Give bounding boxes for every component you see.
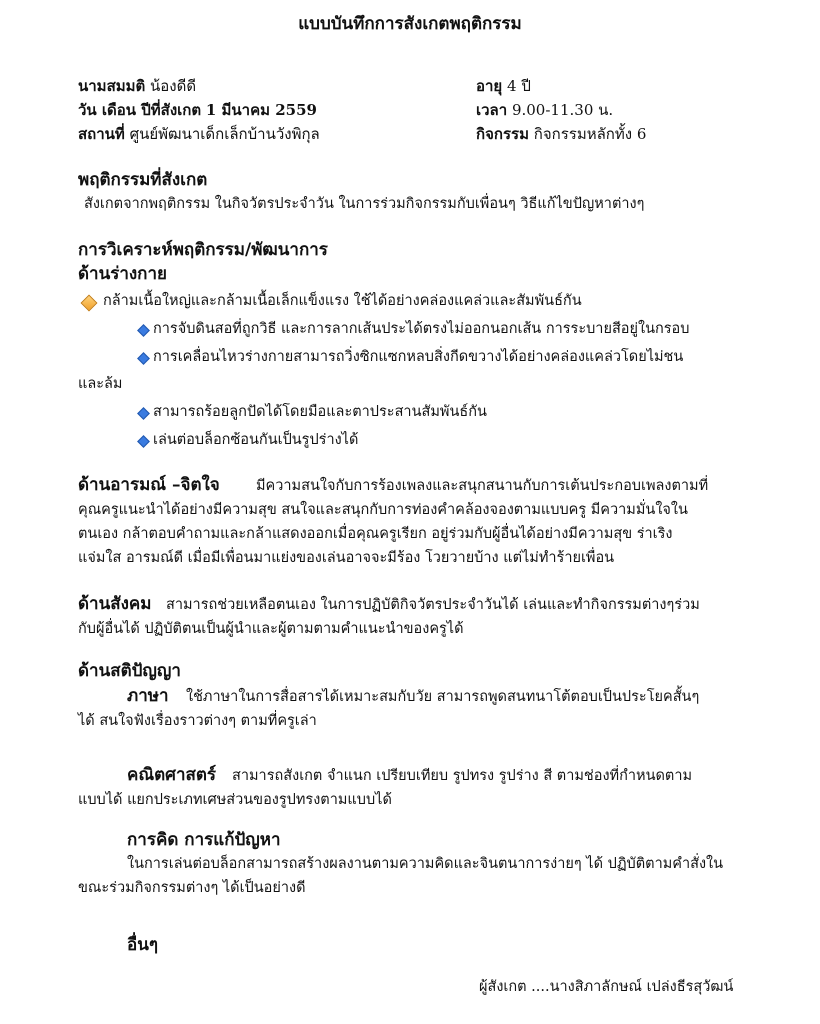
emotional-line2: คุณครูแนะนำได้อย่างมีความสุข สนใจและสนุกกับการท่องคำคล้องจองตามแบบครู มีความมั่นใจใน: [78, 502, 688, 518]
math-line1: สามารถสังเกต จำแนก เปรียบเทียบ รูปทรง รูปร่าง สี ตามช่องที่กำหนดตาม: [232, 768, 693, 784]
language-line2: ได้ สนใจฟังเรื่องราวต่างๆ ตามที่ครูเล่า: [78, 713, 317, 729]
time-row: [476, 101, 613, 120]
time-label: เวลา: [476, 101, 508, 119]
physical-sub2-line1: การเคลื่อนไหวร่างกายสามารถวิ่งซิกแซกหลบสิ่งกีดขวางได้อย่างคล่องแคล่วโดยไม่ชน: [153, 349, 684, 365]
date-label: วัน เดือน ปีที่สังเกต: [78, 101, 202, 119]
name-row: [78, 77, 196, 96]
thinking-heading: การคิด การแก้ปัญหา: [127, 830, 281, 850]
math-heading: คณิตศาสตร์: [127, 765, 217, 785]
physical-sub2-line2: และล้ม: [78, 376, 123, 392]
intellect-heading: ด้านสติปัญญา: [78, 661, 181, 681]
emotional-line4: แจ่มใส อารมณ์ดี เมื่อมีเพื่อนมาแย่งของเล่นอาจจะมีร้อง โวยวายบ้าง แต่ไม่ทำร้ายเพื่อน: [78, 550, 615, 566]
date-row: [78, 101, 317, 120]
diamond-bullet-icon: [81, 295, 98, 312]
place-row: [78, 125, 320, 144]
blue-diamond-bullet-icon: [137, 352, 150, 365]
emotional-heading: ด้านอารมณ์ –จิตใจ: [78, 475, 220, 495]
page-title: แบบบันทึกการสังเกตพฤติกรรม: [298, 14, 522, 34]
observed-text: สังเกตจากพฤติกรรม ในกิจวัตรประจำวัน ในการร่วมกิจกรรมกับเพื่อนๆ วิธีแก้ไขปัญหาต่างๆ: [84, 196, 645, 212]
observed-heading: พฤติกรรมที่สังเกต: [78, 170, 208, 190]
age-label: อายุ: [476, 77, 503, 95]
emotional-line3: ตนเอง กล้าตอบคำถามและกล้าแสดงออกเมื่อคุณครูเรียก อยู่ร่วมกับผู้อื่นได้อย่างมีความสุข ร่าเริง: [78, 526, 673, 542]
time-value: 9.00-11.30 น.: [511, 101, 614, 119]
physical-sub4: เล่นต่อบล็อกซ้อนกันเป็นรูปร่างได้: [153, 432, 359, 448]
other-heading: อื่นๆ: [127, 935, 158, 955]
emotional-line1: มีความสนใจกับการร้องเพลงและสนุกสนานกับการเต้นประกอบเพลงตามที่: [256, 478, 709, 494]
activity-row: [476, 125, 646, 144]
language-heading: ภาษา: [127, 686, 169, 706]
name-label: นามสมมติ: [78, 77, 146, 95]
blue-diamond-bullet-icon: [137, 324, 150, 337]
thinking-line2: ขณะร่วมกิจกรรมต่างๆ ได้เป็นอย่างดี: [78, 880, 306, 896]
blue-diamond-bullet-icon: [137, 435, 150, 448]
physical-sub1: การจับดินสอที่ถูกวิธี และการลากเส้นประได้ตรงไม่ออกนอกเส้น การระบายสีอยู่ในกรอบ: [153, 321, 690, 337]
analysis-heading: การวิเคราะห์พฤติกรรม/พัฒนาการ: [78, 240, 328, 260]
physical-main-bullet: กล้ามเนื้อใหญ่และกล้ามเนื้อเล็กแข็งแรง ใช้ได้อย่างคล่องแคล่วและสัมพันธ์กัน: [103, 293, 582, 309]
place-label: สถานที่: [78, 125, 125, 143]
blue-diamond-bullet-icon: [137, 407, 150, 420]
language-line1: ใช้ภาษาในการสื่อสารได้เหมาะสมกับวัย สามารถพูดสนทนาโต้ตอบเป็นประโยคสั้นๆ: [186, 689, 700, 705]
activity-value: กิจกรรมหลักทั้ง 6: [533, 125, 647, 143]
place-value: ศูนย์พัฒนาเด็กเล็กบ้านวังพิกุล: [129, 125, 320, 143]
social-line2: กับผู้อื่นได้ ปฏิบัติตนเป็นผู้นำและผู้ตามตามคำแนะนำของครูได้: [78, 621, 464, 637]
activity-label: กิจกรรม: [476, 125, 529, 143]
age-row: [476, 77, 531, 96]
date-value: 1 มีนาคม 2559: [205, 101, 317, 119]
thinking-line1: ในการเล่นต่อบล็อกสามารถสร้างผลงานตามความคิดและจินตนาการง่ายๆ ได้ ปฏิบัติตามคำสั่งใน: [127, 856, 724, 872]
age-value: 4 ปี: [507, 77, 531, 95]
name-value: น้องดีดี: [150, 77, 197, 95]
math-line2: แบบได้ แยกประเภทเศษส่วนของรูปทรงตามแบบได้: [78, 792, 392, 808]
physical-heading: ด้านร่างกาย: [78, 264, 167, 284]
social-line1: สามารถช่วยเหลือตนเอง ในการปฏิบัติกิจวัตรประจำวันได้ เล่นและทำกิจกรรมต่างๆร่วม: [166, 597, 700, 613]
social-heading: ด้านสังคม: [78, 594, 152, 614]
observer-signature: ผู้สังเกต ....นางสิภาลักษณ์ เปล่งธีรสุวัฒน์: [479, 979, 734, 995]
physical-sub3: สามารถร้อยลูกปัดได้โดยมือและตาประสานสัมพันธ์กัน: [153, 404, 487, 420]
